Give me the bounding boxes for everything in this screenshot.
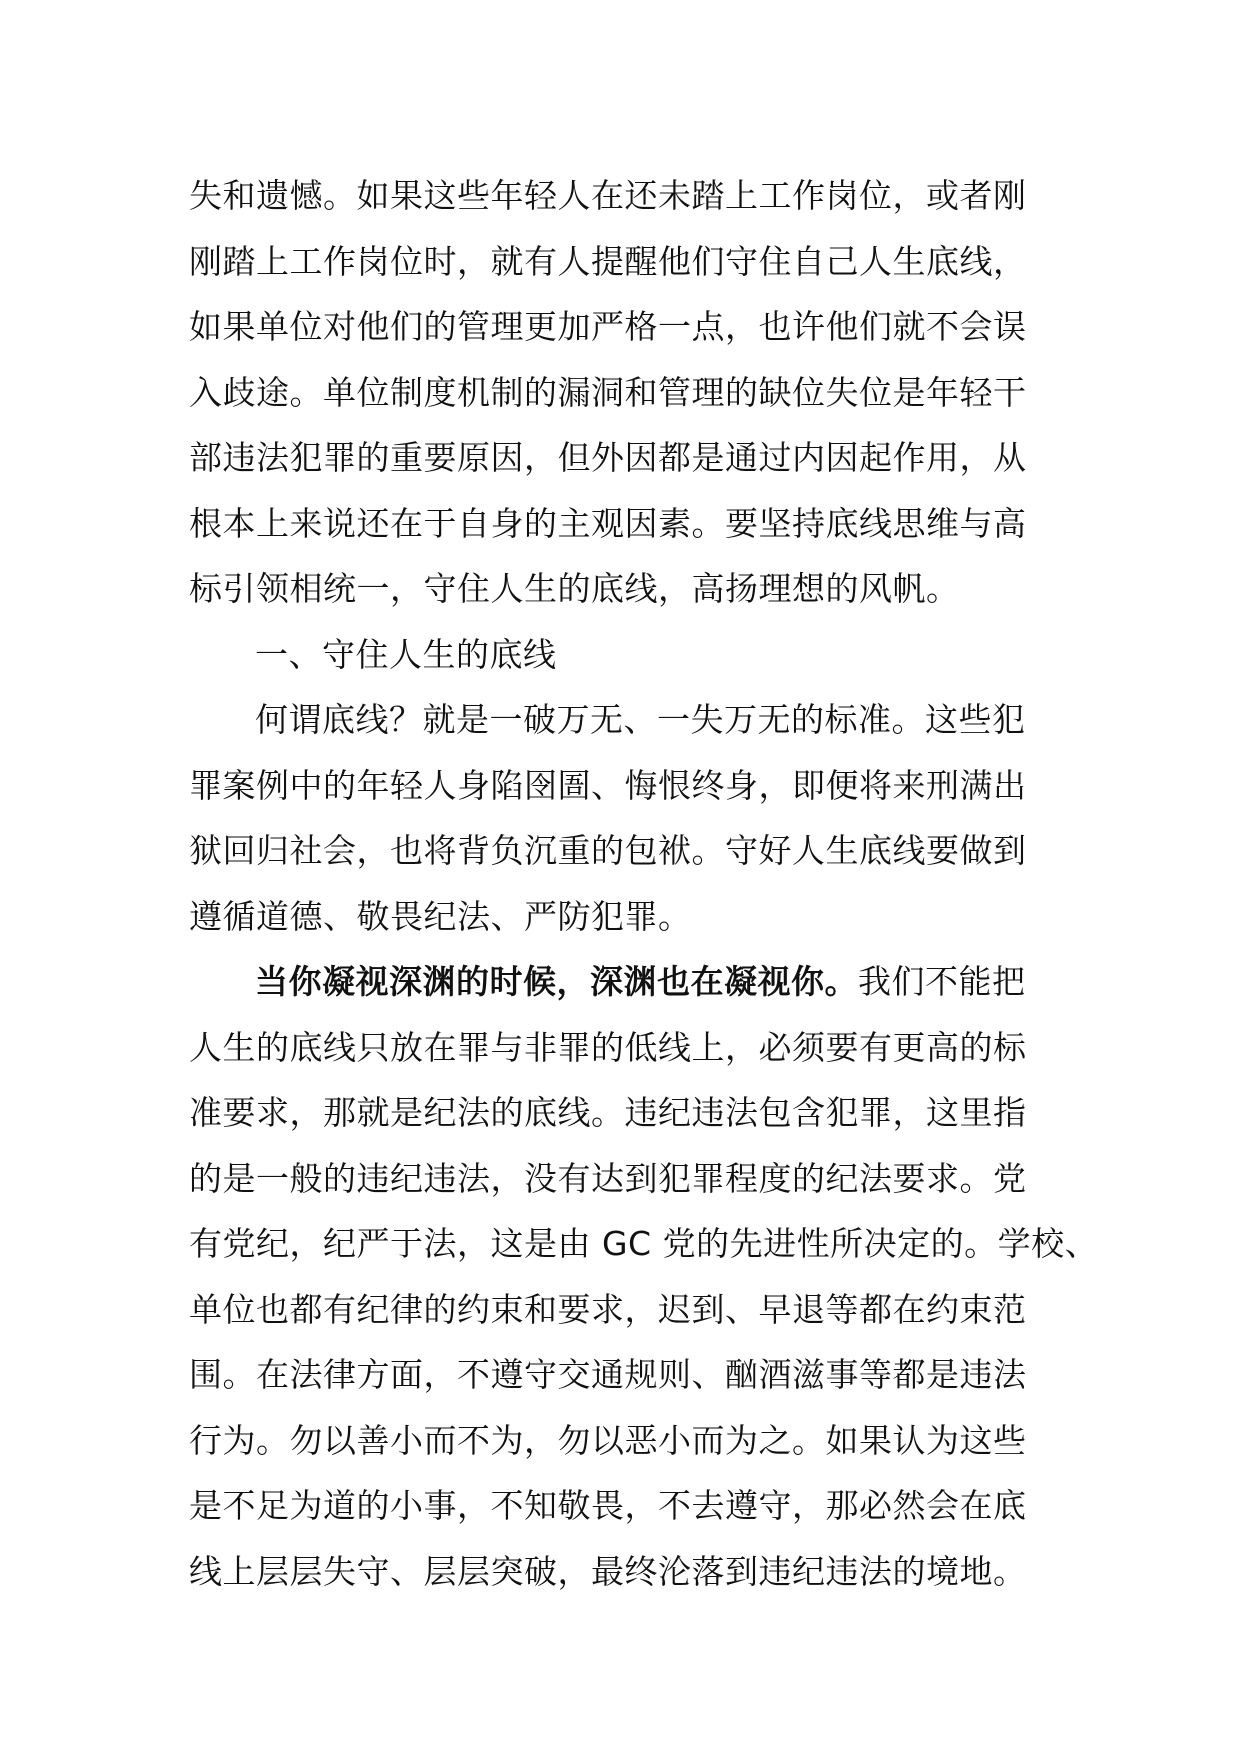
- text-line: 刚踏上工作岗位时，就有人提醒他们守住自己人生底线，: [189, 241, 1027, 281]
- text-line: 入歧途。单位制度机制的漏洞和管理的缺位失位是年轻干: [189, 372, 1027, 412]
- section-heading: 一、守住人生的底线: [255, 634, 557, 674]
- text-line: 是不足为道的小事，不知敬畏，不去遵守，那必然会在底: [189, 1486, 1027, 1525]
- text-line: [189, 949, 1069, 1015]
- text-line: 标引领相统一，守住人生的底线，高扬理想的风帆。: [189, 569, 960, 608]
- document-page: [189, 163, 1099, 1604]
- paragraph-2: [189, 687, 1069, 949]
- text-line: 单位也都有纪律的约束和要求，迟到、早退等都在约束范: [189, 1289, 1027, 1329]
- text-run: 我们不能把: [858, 962, 1026, 1001]
- text-line: 遵循道德、敬畏纪法、严防犯罪。: [189, 896, 692, 936]
- paragraph-3: [189, 949, 1099, 1604]
- text-line: 准要求，那就是纪法的底线。违纪违法包含犯罪，这里指: [189, 1093, 1027, 1132]
- text-line: 人生的底线只放在罪与非罪的低线上，必须要有更高的标: [189, 1027, 1027, 1067]
- text-line: 部违法犯罪的重要原因，但外因都是通过内因起作用，从: [189, 438, 1027, 477]
- bold-lead-sentence: 当你凝视深渊的时候，深渊也在凝视你。: [255, 962, 858, 1001]
- text-line: 行为。勿以善小而不为，勿以恶小而为之。如果认为这些: [189, 1420, 1027, 1460]
- text-line: 失和遗憾。如果这些年轻人在还未踏上工作岗位，或者刚: [189, 176, 1027, 215]
- text-line: 如果单位对他们的管理更加严格一点，也许他们就不会误: [189, 307, 1027, 346]
- text-line: 线上层层失守、层层突破，最终沦落到违纪违法的境地。: [189, 1551, 1027, 1591]
- text-line: 的是一般的违纪违法，没有达到犯罪程度的纪法要求。党: [189, 1158, 1027, 1198]
- text-line: 狱回归社会，也将背负沉重的包袱。守好人生底线要做到: [189, 831, 1027, 870]
- text-line: 何谓底线？就是一破万无、一失万无的标准。这些犯: [255, 700, 1026, 739]
- paragraph-1: [189, 163, 1069, 622]
- text-line: 围。在法律方面，不遵守交通规则、酗酒滋事等都是违法: [189, 1355, 1027, 1394]
- text-line: 有党纪，纪严于法，这是由 GC 党的先进性所决定的。学校、: [189, 1224, 1099, 1263]
- text-line: 根本上来说还在于自身的主观因素。要坚持底线思维与高: [189, 503, 1027, 543]
- text-line: 罪案例中的年轻人身陷囹圄、悔恨终身，即便将来刑满出: [189, 765, 1027, 805]
